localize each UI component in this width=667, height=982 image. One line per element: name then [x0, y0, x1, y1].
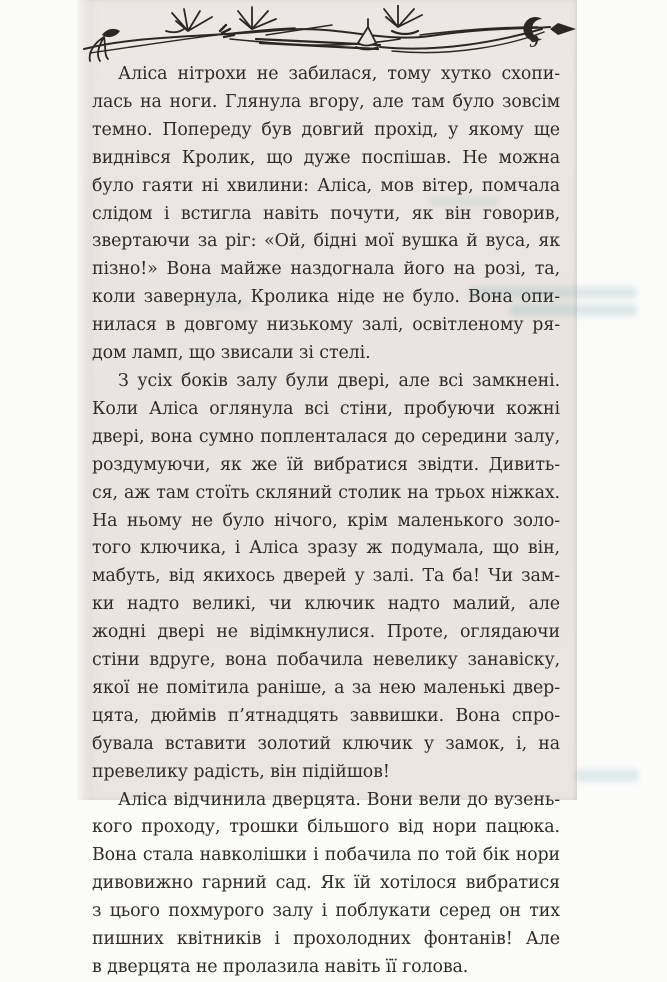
- text-line: темно. Попереду був довгий прохід, у якому ще: [92, 119, 560, 140]
- text-line: цята, дюймів п’ятнадцять заввишки. Вона спро-: [92, 705, 560, 726]
- paragraph: [92, 61, 560, 368]
- body-text: [92, 61, 560, 982]
- text-line: нилася в довгому низькому залі, освітленому ря-: [92, 315, 560, 336]
- text-line: лась на ноги. Глянула вгору, але там було зовсім: [92, 91, 560, 112]
- text-line: слідом і встигла навіть почути, як він говорив,: [92, 203, 560, 224]
- text-line: пізно!» Вона майже наздогнала його на розі, та,: [92, 259, 560, 280]
- text-line: в дверцята не пролазила навіть її голова.: [92, 957, 469, 977]
- page-showthrough: [575, 769, 639, 782]
- paragraph: [92, 368, 560, 787]
- text-line: Аліса відчинила дверцята. Вони вели до вузень-: [118, 789, 560, 810]
- text-line: ки надто великі, чи ключик надто малий, але: [92, 594, 560, 615]
- text-line: звертаючи за ріг: «Ой, бідні мої вушка й вуса, як: [92, 231, 560, 252]
- text-line: кого проходу, трошки більшого від нори пацюка.: [92, 817, 560, 838]
- text-line: жодні двері не відімкнулися. Проте, оглядаючи: [92, 622, 560, 643]
- text-line: З усіх боків залу були двері, але всі замкнені.: [118, 370, 560, 391]
- text-line: якої не помітила раніше, а за нею маленькі двер-: [92, 677, 560, 698]
- header-ornament-icon: [80, 5, 580, 63]
- text-line: двері, вона сумно попленталася до середини залу,: [92, 426, 560, 447]
- text-line: превелику радість, він підійшов!: [92, 761, 390, 782]
- text-line: роздумуючи, як же їй вибратися звідти. Дивить-: [92, 454, 560, 475]
- text-line: було гаяти ні хвилини: Аліса, мов вітер, помчала: [92, 175, 560, 196]
- text-line: коли завернула, Кролика ніде не було. Вона опи-: [92, 287, 560, 308]
- text-line: ся, аж там стоїть скляний столик на трьох ніжках.: [92, 482, 560, 503]
- text-line: того ключика, і Аліса зразу ж подумала, що він,: [92, 538, 560, 559]
- page-number: 9: [529, 31, 539, 51]
- text-line: дивовижно гарний сад. Як їй хотілося вибратися: [92, 873, 560, 894]
- text-line: дом ламп, що звисали зі стелі.: [92, 343, 371, 364]
- paragraph: [92, 787, 560, 982]
- text-line: Вона стала навколішки і побачила по той бік нори: [92, 845, 560, 866]
- text-line: На ньому не було нічого, крім маленького золо-: [92, 510, 560, 531]
- text-line: мабуть, від якихось дверей у залі. Та ба! Чи зам-: [92, 566, 560, 587]
- text-line: Коли Аліса оглянула всі стіни, пробуючи кожні: [92, 398, 560, 419]
- text-line: стіни вдруге, вона побачила невелику занавіску,: [92, 650, 560, 671]
- text-line: пишних квітників і прохолодних фонтанів! Але: [92, 929, 560, 950]
- text-line: виднівся Кролик, що дуже поспішав. Не можна: [92, 147, 560, 168]
- text-line: бувала вставити золотий ключик у замок, і, на: [92, 733, 560, 754]
- text-line: з цього похмурого залу і поблукати серед он тих: [92, 901, 560, 922]
- text-line: Аліса нітрохи не забилася, тому хутко схопи-: [118, 64, 560, 84]
